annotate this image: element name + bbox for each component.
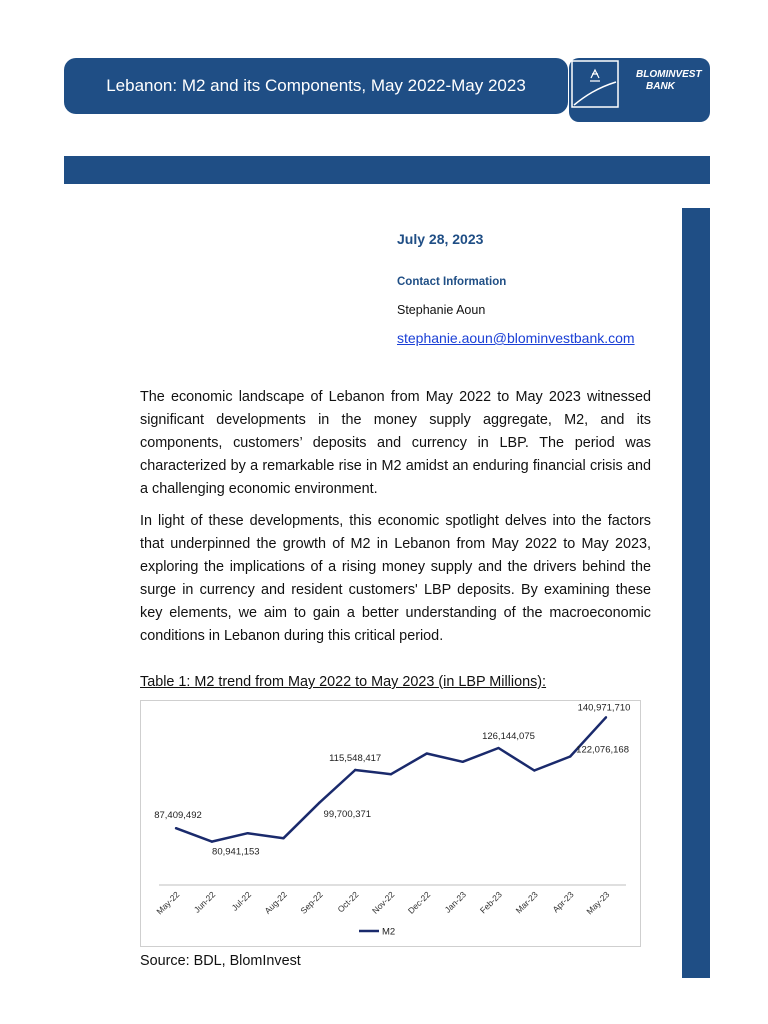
m2-series-line bbox=[176, 717, 606, 841]
context-paragraph: In light of these developments, this economic spotlight delves into the factors that underpinned the growth of M2 in Lebanon from May 2022 to May 2023, exploring the implications of a rising money supply and the drivers behind the surge in currency and resident customers' LBP deposits. By examining these key elements, we aim to gain a better understanding of the macroeconomic conditions in Lebanon during this critical period. bbox=[140, 513, 651, 644]
m2-data-point bbox=[354, 769, 356, 771]
header-band bbox=[64, 156, 710, 184]
contact-email-link[interactable]: stephanie.aoun@blominvestbank.com bbox=[397, 330, 635, 346]
legend-label: M2 bbox=[382, 926, 396, 938]
x-tick-label: Sep-22 bbox=[298, 889, 325, 916]
x-tick-label: Jan-23 bbox=[442, 889, 469, 915]
m2-data-point bbox=[318, 802, 320, 804]
source-note: Source: BDL, BlomInvest bbox=[140, 953, 301, 969]
x-tick-label: Feb-23 bbox=[477, 889, 504, 916]
x-tick-label: Mar-23 bbox=[513, 889, 540, 916]
m2-data-point bbox=[390, 773, 392, 775]
intro-paragraph: The economic landscape of Lebanon from May 2022 to May 2023 witnessed significant developments in the money supply aggregate, M2, and its components, customers’ deposits and currency in LBP. The period was characterized by a remarkable rise in M2 amidst an enduring financial crisis and a challenging economic environment. bbox=[140, 389, 651, 497]
report-date: July 28, 2023 bbox=[397, 231, 484, 247]
data-label: 126,144,075 bbox=[482, 731, 535, 743]
x-tick-label: Oct-22 bbox=[335, 889, 361, 915]
m2-data-point bbox=[533, 769, 535, 771]
m2-line-chart bbox=[141, 701, 640, 946]
bank-logo-icon bbox=[571, 60, 619, 108]
x-tick-label: Jun-22 bbox=[191, 889, 218, 915]
m2-data-point bbox=[246, 832, 248, 834]
x-tick-label: May-22 bbox=[154, 889, 182, 917]
data-label: 122,076,168 bbox=[576, 744, 630, 756]
m2-chart-frame bbox=[140, 700, 641, 947]
m2-data-point bbox=[282, 837, 284, 839]
bank-logo-wordmark bbox=[636, 69, 702, 93]
m2-data-point bbox=[605, 716, 607, 718]
m2-data-point bbox=[175, 827, 177, 829]
data-label: 140,971,710 bbox=[577, 702, 631, 714]
logo-line-2: BANK bbox=[646, 81, 675, 92]
m2-data-point bbox=[497, 747, 499, 749]
data-label: 87,409,492 bbox=[154, 810, 202, 822]
contact-heading: Contact Information bbox=[397, 276, 507, 288]
data-label: 115,548,417 bbox=[329, 752, 382, 764]
x-tick-label: Dec-22 bbox=[405, 889, 433, 916]
x-tick-label: May-23 bbox=[584, 889, 612, 917]
x-tick-label: Apr-23 bbox=[550, 889, 576, 915]
contact-name: Stephanie Aoun bbox=[397, 303, 486, 317]
m2-data-point bbox=[461, 761, 463, 763]
m2-data-point bbox=[211, 840, 213, 842]
x-tick-label: Jul-22 bbox=[229, 889, 254, 913]
report-title-banner bbox=[64, 58, 568, 114]
chart-caption: Table 1: M2 trend from May 2022 to May 2023 (in LBP Millions): bbox=[140, 674, 547, 690]
m2-data-point bbox=[569, 755, 571, 757]
side-accent-bar bbox=[682, 208, 710, 978]
x-tick-label: Nov-22 bbox=[369, 889, 397, 916]
m2-data-point bbox=[426, 752, 428, 754]
x-tick-label: Aug-22 bbox=[262, 889, 289, 916]
data-label: 80,941,153 bbox=[212, 846, 260, 858]
report-title: Lebanon: M2 and its Components, May 2022-May 2023 bbox=[106, 76, 526, 95]
data-label: 99,700,371 bbox=[323, 808, 372, 820]
logo-line-1: BLOMINVEST bbox=[636, 69, 702, 80]
